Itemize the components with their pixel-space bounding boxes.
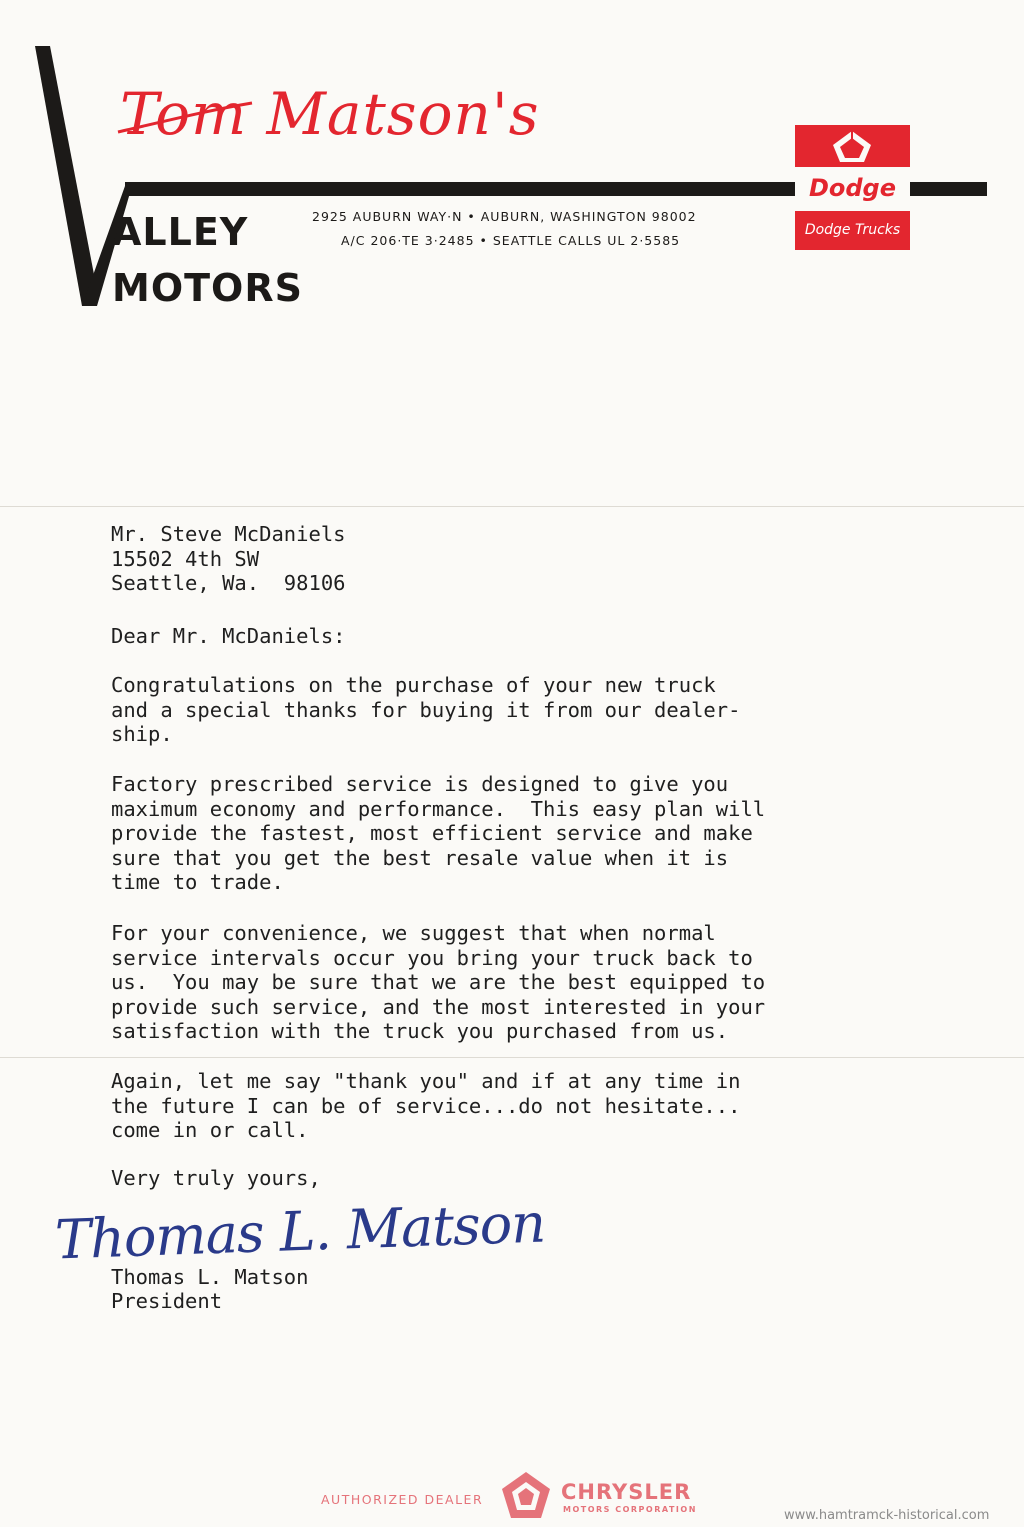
address-line1: 2925 AUBURN WAY·N • AUBURN, WASHINGTON 98002: [312, 209, 697, 224]
recipient-block: [111, 522, 346, 596]
authorized-dealer-text: AUTHORIZED DEALER: [321, 1492, 484, 1507]
dodge-label: Dodge: [795, 167, 910, 209]
recipient-name: Mr. Steve McDaniels: [111, 522, 346, 546]
pentastar-icon: [795, 125, 910, 167]
chrysler-pentastar-icon: [500, 1470, 552, 1522]
address-line2: A/C 206·TE 3·2485 • SEATTLE CALLS UL 2·5585: [341, 233, 681, 248]
signer-title: President: [111, 1289, 223, 1313]
watermark-url: www.hamtramck-historical.com: [784, 1508, 990, 1523]
recipient-city: Seattle, Wa. 98106: [111, 571, 346, 595]
fold-line-lower: [0, 1057, 1024, 1058]
company-name-line2: MOTORS: [112, 266, 303, 310]
closing: Very truly yours,: [111, 1166, 321, 1190]
fold-line-upper: [0, 506, 1024, 507]
salutation: Dear Mr. McDaniels:: [111, 624, 346, 648]
signer-name: Thomas L. Matson: [111, 1265, 309, 1289]
body-paragraph-1: Congratulations on the purchase of your new truck and a special thanks for buying it from our dealer- ship.: [111, 673, 741, 746]
recipient-street: 15502 4th SW: [111, 546, 260, 571]
chrysler-logo-text: CHRYSLER: [561, 1480, 692, 1504]
chrysler-sub-text: MOTORS CORPORATION: [563, 1505, 697, 1514]
body-paragraph-4: Again, let me say "thank you" and if at any time in the future I can be of service...do not hesitate... come in or call.: [111, 1069, 741, 1142]
dodge-trucks-label: Dodge Trucks: [795, 211, 910, 250]
dodge-badge: [795, 125, 910, 250]
v-logo-mark: [35, 46, 97, 306]
body-paragraph-3: For your convenience, we suggest that when normal service intervals occur you bring your truck back to us. You may be sure that we are the best equipped to provide such service, and the most interested in your satisfaction with the truck you purchased from us.: [111, 921, 766, 1043]
pentastar-panel: [795, 125, 910, 167]
body-paragraph-2: Factory prescribed service is designed to give you maximum economy and performance. This easy plan will provide the fastest, most efficient service and make sure that you get the best resale value when it is time to trade.: [111, 772, 766, 894]
script-name-logo: Tom Matson's: [120, 80, 540, 148]
handwritten-signature: Thomas L. Matson: [54, 1191, 546, 1272]
company-name-line1: ALLEY: [112, 210, 249, 254]
